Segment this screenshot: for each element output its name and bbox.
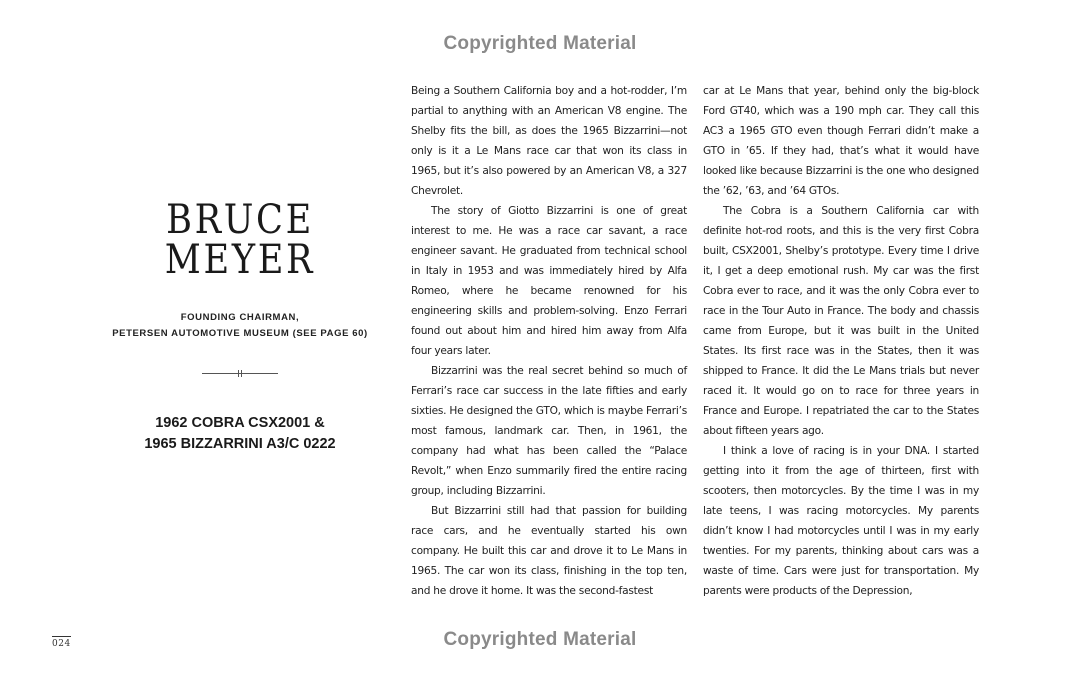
role-line-2: PETERSEN AUTOMOTIVE MUSEUM (SEE PAGE 60)	[112, 328, 368, 339]
paragraph: The story of Giotto Bizzarrini is one of great interest to me. He was a race car savant, a race engineer savant. He graduated from technical school in Italy in 1953 and was immediately hired by Alfa Romeo, where he became renowned for his engineering skills and problem-solving. Enzo Ferrari found out about him and hired him away from Alfa four years later.	[411, 205, 687, 357]
car-title-line-1: 1962 COBRA CSX2001 &	[155, 415, 325, 431]
car-titles	[80, 413, 400, 455]
name-line-last: MEYER	[164, 237, 316, 283]
paragraph: Bizzarrini was the real secret behind so much of Ferrari’s race car success in the late fifties and early sixties. He designed the GTO, which is maybe Ferrari’s most famous, landmark car. Then, in 1961, the company had what has been called the “Palace Revolt,” when Enzo summarily fired the entire racing group, including Bizzarrini.	[411, 365, 687, 497]
name-line-first: BRUCE	[166, 197, 314, 243]
paragraph: The Cobra is a Southern California car with definite hot-rod roots, and this is the very first Cobra built, CSX2001, Shelby’s prototype. Every time I drive it, I get a deep emotional rush. My car was the first Cobra ever to race, and it was the only Cobra ever to race in the Tour Auto in France. The body and chassis came from Europe, but it was built in the United States. Its first race was in the States, then it was shipped to France. It did the Le Mans trials but never raced it. It would go on to race for three years in France and Europe. I repatriated the car to the States about fifteen years ago.	[703, 205, 979, 437]
role-line-1: FOUNDING CHAIRMAN,	[180, 312, 300, 323]
car-title-line-2: 1965 BIZZARRINI A3/C 0222	[144, 436, 336, 452]
divider-ornament	[202, 369, 278, 378]
profile-block	[80, 197, 400, 455]
person-role	[80, 310, 400, 342]
text-column-2	[703, 81, 979, 601]
watermark-top: Copyrighted Material	[443, 33, 637, 54]
paragraph: Being a Southern California boy and a hot-rodder, I’m partial to anything with an American V8 engine. The Shelby fits the bill, as does the 1965 Bizzarrini—not only is it a Le Mans race car that won its class in 1965, but it’s also powered by an American V8, a 327 Chevrolet.	[411, 85, 687, 197]
watermark-bottom: Copyrighted Material	[443, 629, 637, 650]
paragraph: car at Le Mans that year, behind only the big-block Ford GT40, which was a 190 mph car. They call this AC3 a 1965 GTO even though Ferrari didn’t make a GTO in ’65. If they had, that’s what it would have looked like because Bizzarrini is the one who designed the ’62, ’63, and ’64 GTOs.	[703, 85, 979, 197]
text-column-1	[411, 81, 687, 601]
paragraph: But Bizzarrini still had that passion for building race cars, and he eventually started his own company. He built this car and drove it to Le Mans in 1965. The car won its class, finishing in the top ten, and he drove it home. It was the second-fastest	[411, 505, 687, 597]
paragraph: I think a love of racing is in your DNA. I started getting into it from the age of thirteen, first with scooters, then motorcycles. By the time I was in my late teens, I was racing motorcycles. My parents didn’t know I had motorcycles until I was in my early twenties. For my parents, thinking about cars was a waste of time. Cars were just for transportation. My parents were products of the Depression,	[703, 445, 979, 597]
page-number: 024	[52, 636, 71, 649]
person-name	[99, 197, 381, 283]
